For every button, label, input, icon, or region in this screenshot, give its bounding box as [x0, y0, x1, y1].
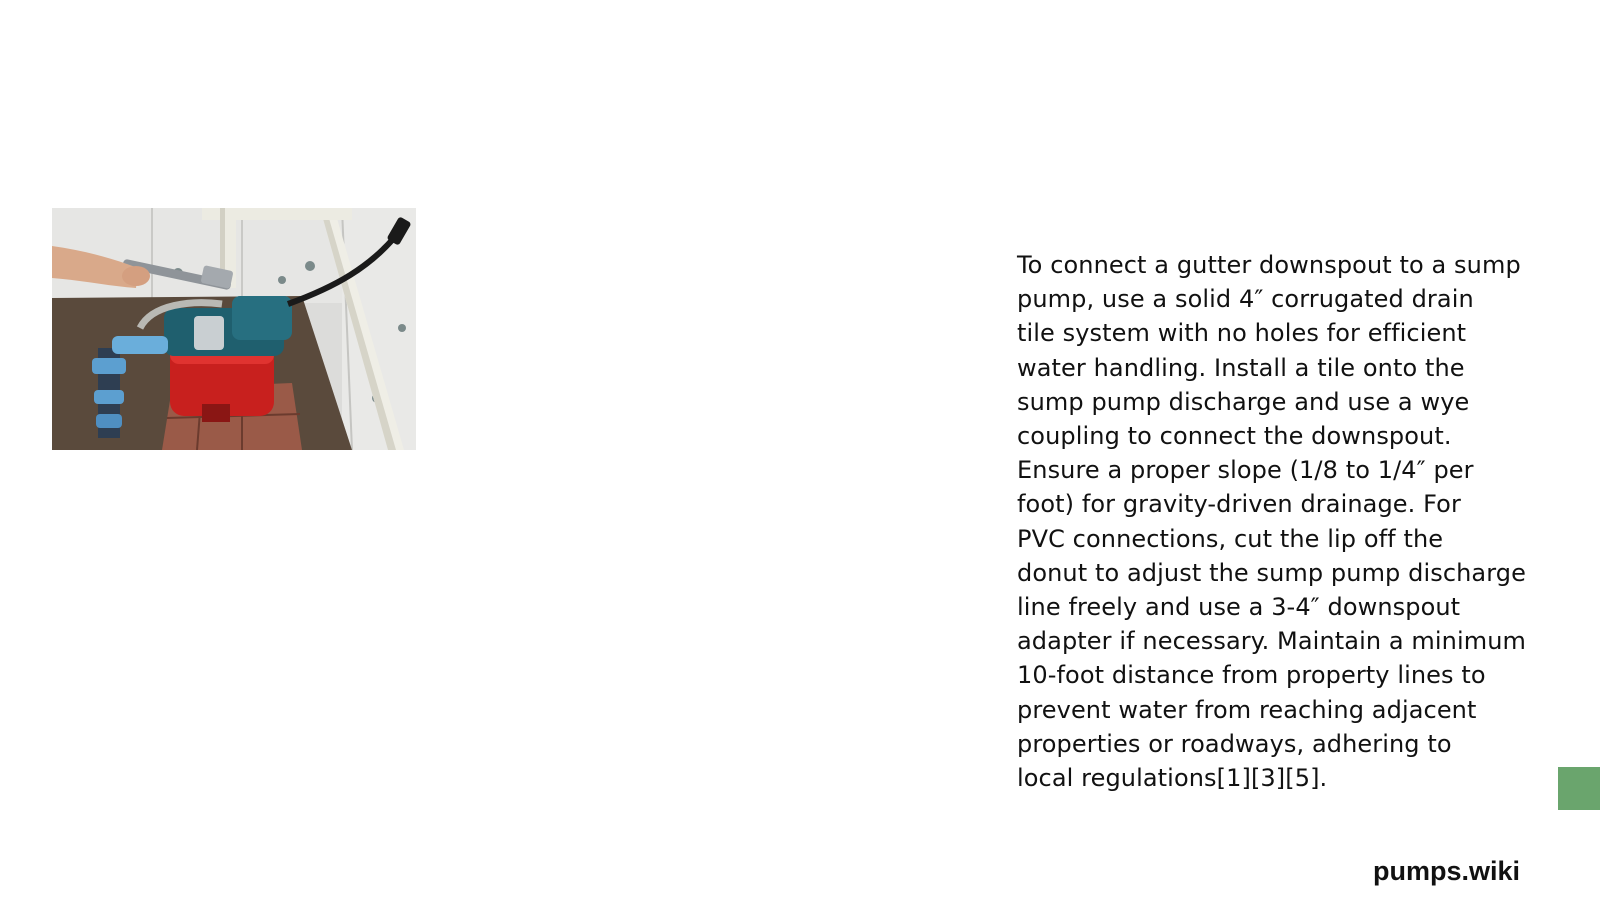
paragraph-line: prevent water from reaching adjacent	[1017, 695, 1477, 724]
paragraph-line: coupling to connect the downspout.	[1017, 422, 1452, 451]
paragraph-line: local regulations[1][3][5].	[1017, 764, 1328, 793]
paragraph-line: 10-foot distance from property lines to	[1017, 661, 1486, 690]
paragraph-line: adapter if necessary. Maintain a minimum	[1017, 627, 1527, 656]
paragraph-line: To connect a gutter downspout to a sump	[1017, 251, 1521, 279]
article-paragraph	[1017, 248, 1542, 795]
paragraph-line: Ensure a proper slope (1/8 to 1/4″ per	[1017, 456, 1474, 485]
paragraph-line: pump, use a solid 4″ corrugated drain	[1017, 285, 1474, 314]
paragraph-line: water handling. Install a tile onto the	[1017, 353, 1465, 382]
paragraph-line: donut to adjust the sump pump discharge	[1017, 558, 1526, 587]
paragraph-line: line freely and use a 3-4″ downspout	[1017, 593, 1461, 622]
sump-pump-illustration	[52, 208, 416, 450]
paragraph-line: foot) for gravity-driven drainage. For	[1017, 490, 1461, 519]
site-brand[interactable]: pumps.wiki	[1372, 856, 1520, 886]
sump-pump-photo	[52, 208, 416, 450]
paragraph-line: properties or roadways, adhering to	[1017, 729, 1452, 758]
paragraph-line: tile system with no holes for efficient	[1017, 319, 1467, 348]
paragraph-line: PVC connections, cut the lip off the	[1017, 524, 1444, 553]
accent-block	[1558, 767, 1600, 810]
paragraph-line: sump pump discharge and use a wye	[1017, 387, 1470, 416]
